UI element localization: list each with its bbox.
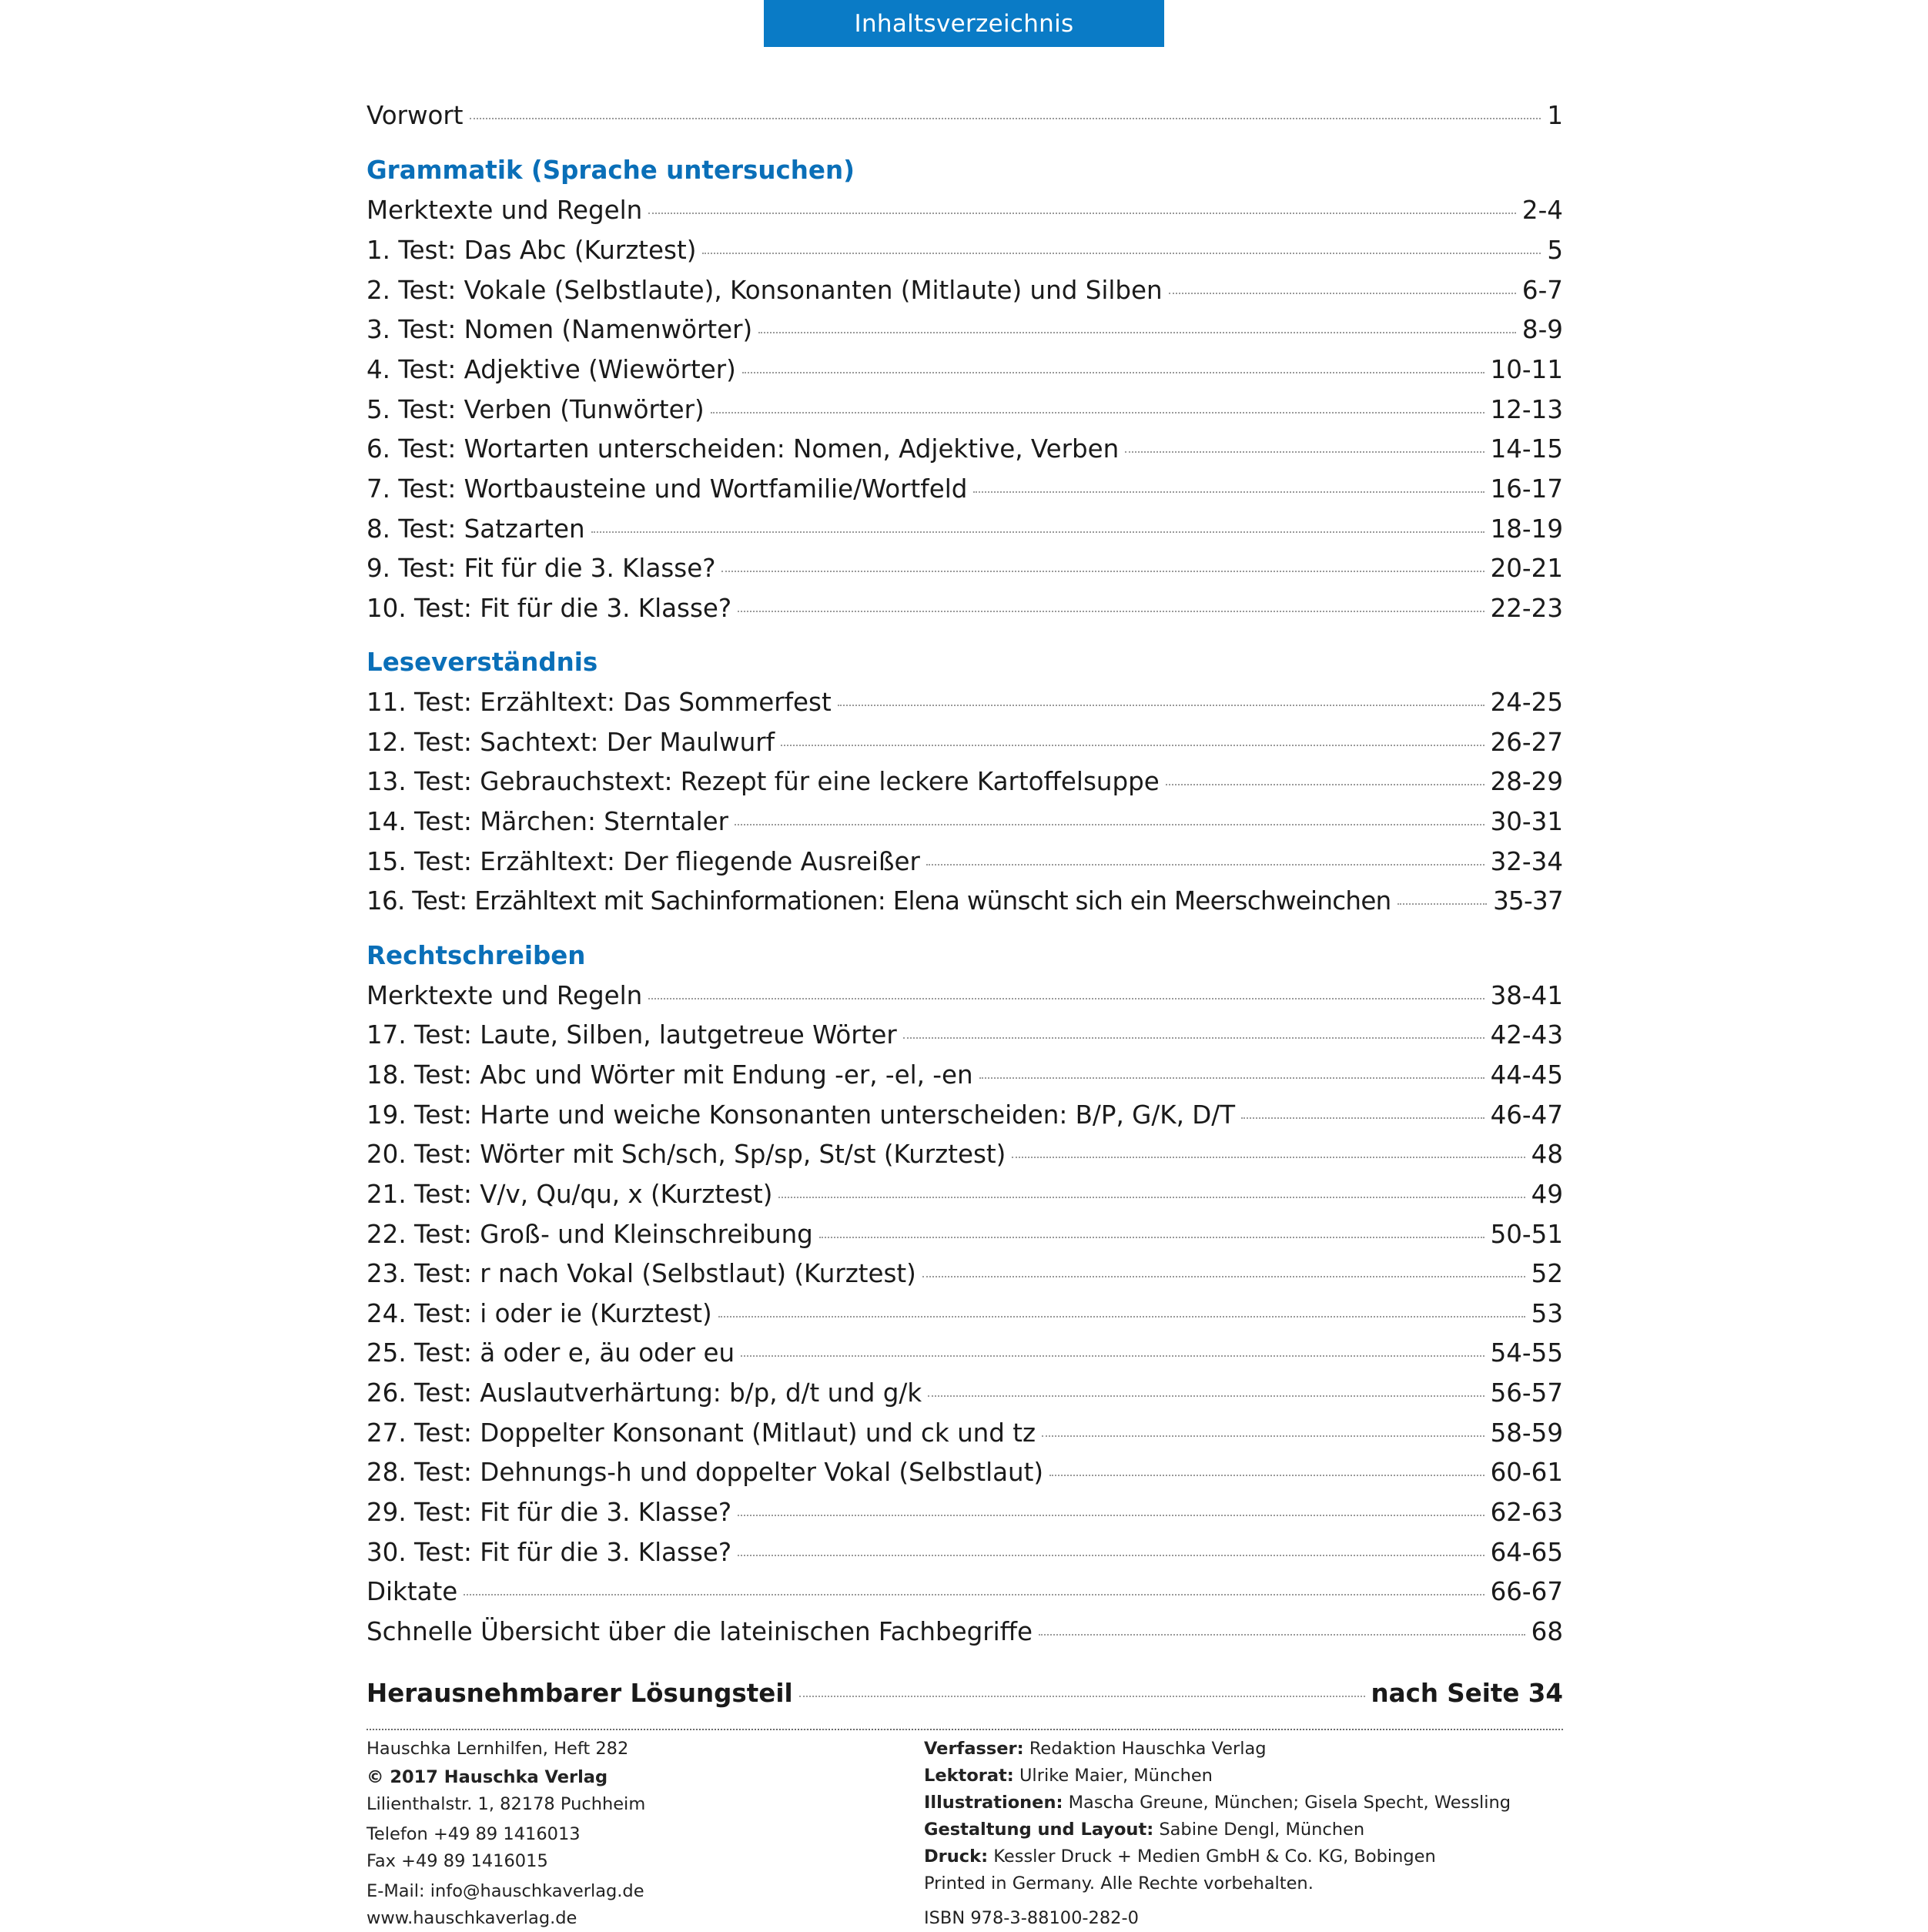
toc-label: 24. Test: i oder ie (Kurztest)	[367, 1299, 712, 1328]
toc-label: 27. Test: Doppelter Konsonant (Mitlaut) und ck und tz	[367, 1418, 1036, 1448]
toc-row[interactable]	[367, 1538, 1563, 1578]
imprint-isbn: ISBN 978-3-88100-282-0	[924, 1908, 1139, 1928]
toc-page: 1	[1547, 101, 1563, 130]
toc-row[interactable]	[367, 728, 1563, 768]
toc-row[interactable]	[367, 315, 1563, 355]
imprint-rights: Printed in Germany. Alle Rechte vorbehalten.	[924, 1873, 1314, 1893]
dot-leader	[781, 745, 1484, 746]
imprint-website[interactable]: www.hauschkaverlag.de	[367, 1908, 577, 1928]
toc-row[interactable]	[367, 1617, 1563, 1657]
toc-row[interactable]	[367, 807, 1563, 847]
dot-leader	[721, 571, 1484, 572]
toc-label: 8. Test: Satzarten	[367, 514, 585, 544]
toc-row[interactable]	[367, 688, 1563, 728]
toc-page: 14-15	[1490, 434, 1563, 464]
dot-leader	[711, 412, 1484, 414]
imprint-illustrations	[924, 1790, 1511, 1816]
dot-leader	[1042, 1435, 1484, 1437]
imprint-fax: Fax +49 89 1416015	[367, 1851, 548, 1871]
dot-leader	[1166, 784, 1484, 785]
toc-label: 5. Test: Verben (Tunwörter)	[367, 395, 705, 424]
imprint-value: Sabine Dengl, München	[1159, 1820, 1365, 1840]
toc-row[interactable]	[367, 594, 1563, 634]
toc-label: 15. Test: Erzähltext: Der fliegende Ausreißer	[367, 847, 920, 876]
toc-row[interactable]	[367, 1100, 1563, 1140]
toc-page: 56-57	[1490, 1378, 1563, 1408]
toc-page: 5	[1547, 236, 1563, 265]
dot-leader	[1049, 1475, 1484, 1476]
toc-row[interactable]	[367, 1418, 1563, 1458]
toc-page: 22-23	[1490, 594, 1563, 623]
imprint-author	[924, 1736, 1511, 1763]
imprint-copyright: © 2017 Hauschka Verlag	[367, 1767, 608, 1787]
section-heading-leseverstaendnis: Leseverständnis	[367, 648, 598, 677]
dot-leader	[738, 611, 1484, 612]
toc-page: 8-9	[1521, 315, 1563, 344]
toc-row[interactable]	[367, 355, 1563, 395]
toc-page: 38-41	[1490, 981, 1563, 1010]
toc-label: 1. Test: Das Abc (Kurztest)	[367, 236, 697, 265]
toc-row[interactable]	[367, 981, 1563, 1021]
toc-page: 64-65	[1490, 1538, 1563, 1567]
toc-label: Merktexte und Regeln	[367, 981, 643, 1010]
toc-page: 24-25	[1490, 688, 1563, 717]
toc-page: 68	[1531, 1617, 1563, 1646]
dot-leader	[741, 1355, 1484, 1357]
toc-label: Vorwort	[367, 101, 464, 130]
toc-row[interactable]	[367, 767, 1563, 807]
toc-label: 4. Test: Adjektive (Wiewörter)	[367, 355, 736, 384]
dot-leader	[1125, 451, 1484, 453]
toc-row[interactable]	[367, 1577, 1563, 1617]
dot-leader	[648, 213, 1516, 214]
toc-row[interactable]	[367, 474, 1563, 514]
imprint-value: Ulrike Maier, München	[1019, 1766, 1213, 1786]
toc-page: nach Seite 34	[1371, 1679, 1563, 1708]
toc-row-foreword[interactable]	[367, 101, 1563, 141]
imprint-design	[924, 1816, 1511, 1843]
imprint-address: Lilienthalstr. 1, 82178 Puchheim	[367, 1794, 646, 1814]
dot-leader	[979, 1077, 1484, 1079]
toc-label: 23. Test: r nach Vokal (Selbstlaut) (Kurztest)	[367, 1259, 916, 1288]
toc-row[interactable]	[367, 434, 1563, 474]
toc-page: 32-34	[1490, 847, 1563, 876]
toc-label: 18. Test: Abc und Wörter mit Endung -er, -el, -en	[367, 1060, 973, 1090]
toc-page: 20-21	[1490, 554, 1563, 583]
dot-leader	[1241, 1117, 1484, 1119]
toc-row[interactable]	[367, 236, 1563, 276]
dot-leader	[903, 1037, 1484, 1039]
toc-page: 48	[1531, 1140, 1563, 1169]
dot-leader	[738, 1515, 1484, 1516]
toc-row[interactable]	[367, 847, 1563, 887]
section-heading-rechtschreiben: Rechtschreiben	[367, 941, 586, 970]
toc-label: 20. Test: Wörter mit Sch/sch, Sp/sp, St/st (Kurztest)	[367, 1140, 1006, 1169]
dot-leader	[742, 372, 1484, 373]
toc-row[interactable]	[367, 1259, 1563, 1299]
toc-label: 11. Test: Erzähltext: Das Sommerfest	[367, 688, 832, 717]
toc-label: Merktexte und Regeln	[367, 196, 643, 225]
toc-row[interactable]	[367, 514, 1563, 554]
toc-label: 29. Test: Fit für die 3. Klasse?	[367, 1498, 732, 1527]
dot-leader	[464, 1594, 1484, 1595]
toc-row[interactable]	[367, 196, 1563, 236]
dot-leader	[702, 253, 1541, 254]
dot-leader	[973, 491, 1484, 493]
imprint-left	[367, 1736, 645, 1932]
toc-label: 6. Test: Wortarten unterscheiden: Nomen, Adjektive, Verben	[367, 434, 1120, 464]
imprint-email[interactable]: E-Mail: info@hauschkaverlag.de	[367, 1881, 644, 1901]
toc-page: 10-11	[1490, 355, 1563, 384]
dot-leader	[738, 1555, 1484, 1556]
toc-row[interactable]	[367, 1299, 1563, 1339]
dot-leader	[922, 1276, 1525, 1277]
imprint-value: Redaktion Hauschka Verlag	[1029, 1739, 1267, 1759]
toc-page: 28-29	[1490, 767, 1563, 796]
imprint-value: Kessler Druck + Medien GmbH & Co. KG, Bobingen	[993, 1847, 1436, 1867]
dot-leader	[470, 118, 1541, 119]
toc-row-solutions[interactable]	[367, 1679, 1563, 1719]
toc-row[interactable]	[367, 1020, 1563, 1060]
toc-label: 9. Test: Fit für die 3. Klasse?	[367, 554, 716, 583]
toc-label: 21. Test: V/v, Qu/qu, x (Kurztest)	[367, 1180, 773, 1209]
dot-leader	[648, 998, 1484, 999]
toc-label: Diktate	[367, 1577, 458, 1606]
toc-row[interactable]	[367, 276, 1563, 316]
dot-leader	[758, 332, 1516, 333]
dot-leader	[926, 864, 1484, 866]
toc-label: 28. Test: Dehnungs-h und doppelter Vokal (Selbstlaut)	[367, 1458, 1044, 1487]
section-divider	[367, 1729, 1563, 1730]
toc-page: 12-13	[1490, 395, 1563, 424]
dot-leader	[819, 1237, 1484, 1238]
toc-page: 6-7	[1521, 276, 1563, 305]
toc-row[interactable]	[367, 1180, 1563, 1220]
dot-leader	[1012, 1157, 1525, 1158]
toc-label: 2. Test: Vokale (Selbstlaute), Konsonanten (Mitlaute) und Silben	[367, 276, 1163, 305]
imprint-editor	[924, 1763, 1511, 1790]
toc-row[interactable]	[367, 1338, 1563, 1378]
toc-row[interactable]	[367, 886, 1563, 926]
toc-label: 12. Test: Sachtext: Der Maulwurf	[367, 728, 775, 757]
toc-page: 42-43	[1490, 1020, 1563, 1050]
dot-leader	[1169, 293, 1516, 294]
toc-page: 60-61	[1490, 1458, 1563, 1487]
toc-page: 66-67	[1490, 1577, 1563, 1606]
imprint-label: Druck:	[924, 1847, 989, 1867]
imprint-label: Verfasser:	[924, 1739, 1024, 1759]
dot-leader	[778, 1197, 1525, 1198]
dot-leader	[735, 824, 1484, 825]
toc-page: 18-19	[1490, 514, 1563, 544]
toc-label: 17. Test: Laute, Silben, lautgetreue Wörter	[367, 1020, 897, 1050]
toc-row[interactable]	[367, 1378, 1563, 1418]
toc-page: 49	[1531, 1180, 1563, 1209]
toc-page: 50-51	[1490, 1220, 1563, 1249]
dot-leader	[1397, 903, 1488, 905]
dot-leader	[718, 1316, 1525, 1318]
dot-leader	[799, 1696, 1365, 1697]
toc-label: 30. Test: Fit für die 3. Klasse?	[367, 1538, 732, 1567]
dot-leader	[928, 1395, 1484, 1397]
imprint-label: Lektorat:	[924, 1766, 1014, 1786]
toc-label: 19. Test: Harte und weiche Konsonanten unterscheiden: B/P, G/K, D/T	[367, 1100, 1236, 1130]
toc-label: 10. Test: Fit für die 3. Klasse?	[367, 594, 732, 623]
toc-row[interactable]	[367, 1458, 1563, 1498]
toc-page: 35-37	[1493, 886, 1563, 916]
imprint-value: Mascha Greune, München; Gisela Specht, Wessling	[1068, 1793, 1511, 1813]
section-heading-grammatik: Grammatik (Sprache untersuchen)	[367, 156, 855, 185]
toc-page: 53	[1531, 1299, 1563, 1328]
toc-page: 54-55	[1490, 1338, 1563, 1368]
toc-page: 30-31	[1490, 807, 1563, 836]
toc-label: 13. Test: Gebrauchstext: Rezept für eine leckere Kartoffelsuppe	[367, 767, 1160, 796]
imprint-series: Hauschka Lernhilfen, Heft 282	[367, 1739, 629, 1759]
toc-label: 7. Test: Wortbausteine und Wortfamilie/Wortfeld	[367, 474, 968, 504]
toc-label: 16. Test: Erzähltext mit Sachinformationen: Elena wünscht sich ein Meerschweinchen	[367, 886, 1391, 916]
toc-page: 46-47	[1490, 1100, 1563, 1130]
toc-label: 22. Test: Groß- und Kleinschreibung	[367, 1220, 813, 1249]
toc-row[interactable]	[367, 1060, 1563, 1100]
toc-page: 62-63	[1490, 1498, 1563, 1527]
imprint-label: Gestaltung und Layout:	[924, 1820, 1154, 1840]
toc-label: Schnelle Übersicht über die lateinischen Fachbegriffe	[367, 1617, 1033, 1646]
toc-row[interactable]	[367, 554, 1563, 594]
toc-label: 26. Test: Auslautverhärtung: b/p, d/t und g/k	[367, 1378, 922, 1408]
toc-label: 25. Test: ä oder e, äu oder eu	[367, 1338, 735, 1368]
toc-row[interactable]	[367, 1220, 1563, 1260]
header-title: Inhaltsverzeichnis	[764, 0, 1164, 47]
imprint-right	[924, 1736, 1511, 1932]
toc-row[interactable]	[367, 395, 1563, 435]
toc-page: 2-4	[1521, 196, 1563, 225]
dot-leader	[1039, 1634, 1525, 1636]
toc-page: 44-45	[1490, 1060, 1563, 1090]
toc-row[interactable]	[367, 1498, 1563, 1538]
toc-row[interactable]	[367, 1140, 1563, 1180]
toc-label: 14. Test: Märchen: Sterntaler	[367, 807, 729, 836]
imprint-label: Illustrationen:	[924, 1793, 1063, 1813]
dot-leader	[591, 531, 1484, 533]
toc-page: 52	[1531, 1259, 1563, 1288]
toc-label: 3. Test: Nomen (Namenwörter)	[367, 315, 753, 344]
dot-leader	[838, 705, 1484, 706]
imprint-phone: Telefon +49 89 1416013	[367, 1824, 581, 1844]
toc-page: 16-17	[1490, 474, 1563, 504]
toc-label: Herausnehmbarer Lösungsteil	[367, 1679, 793, 1708]
toc-page: 26-27	[1490, 728, 1563, 757]
imprint-print	[924, 1843, 1511, 1870]
toc-page: 58-59	[1490, 1418, 1563, 1448]
